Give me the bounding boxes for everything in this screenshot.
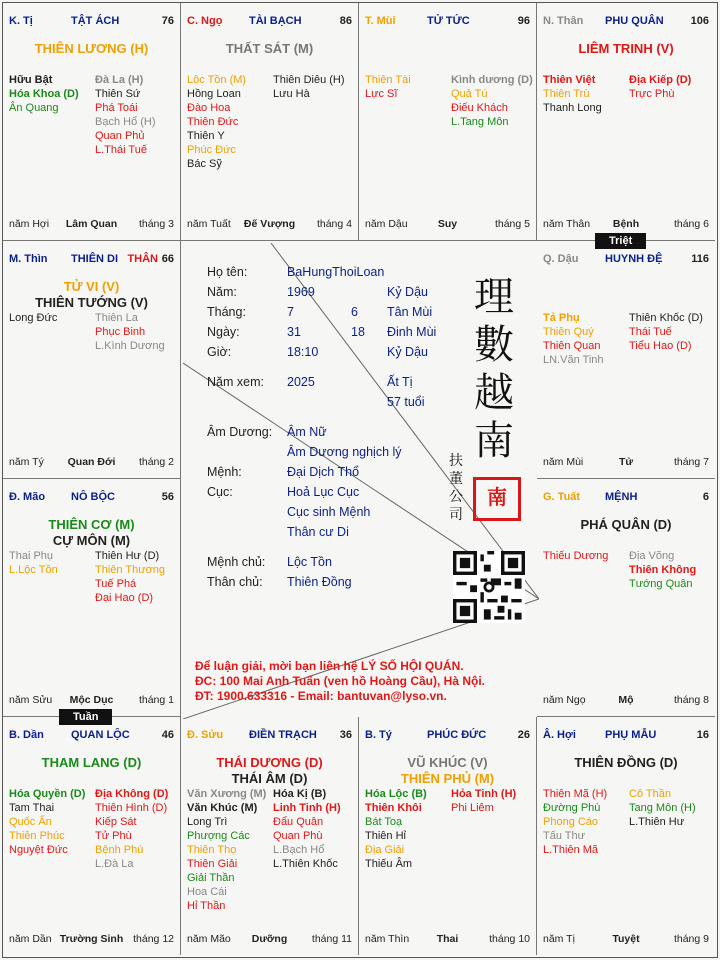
palace-can-chi: M. Thìn — [9, 253, 48, 265]
star-item: Thiên Phúc — [9, 830, 65, 842]
palace-name: PHÚC ĐỨC — [427, 729, 487, 741]
star-item: Nguyệt Đức — [9, 844, 68, 856]
label-nam-xem: Năm xem: — [207, 375, 264, 389]
star-item: Điếu Khách — [451, 102, 508, 114]
star-item: Địa Võng — [629, 550, 675, 562]
star-item: Đường Phù — [543, 802, 601, 814]
star-item: Đẩu Quân — [273, 816, 324, 828]
left-stars — [543, 73, 602, 115]
star-item: Tang Môn (H) — [629, 802, 696, 814]
palace-header — [9, 729, 174, 745]
main-star: TỬ VI (V) — [63, 279, 120, 294]
tuan-marker: Tuần — [59, 709, 112, 725]
main-star: THẤT SÁT (M) — [225, 41, 314, 56]
star-item: Tiểu Hao (D) — [629, 340, 692, 352]
palace-cell[interactable] — [537, 717, 715, 955]
star-item: Địa Không (D) — [95, 788, 169, 800]
footer-month: tháng 7 — [673, 456, 709, 468]
footer-month: tháng 11 — [311, 933, 352, 945]
label-ho-ten: Họ tên: — [207, 265, 248, 279]
brand-sub: 扶董公司 — [449, 452, 463, 522]
star-item: Phúc Đức — [187, 144, 236, 156]
palace-name: TÀI BẠCH — [249, 15, 302, 27]
star-item: Thiên Khôi — [365, 802, 422, 814]
star-item: Bạch Hổ (H) — [95, 116, 156, 128]
footer-month: tháng 2 — [138, 456, 174, 468]
star-item: Thanh Long — [543, 102, 602, 114]
star-item: Kiếp Sát — [95, 816, 137, 828]
star-item: Đào Hoa — [187, 102, 231, 114]
value-menh: Đại Dịch Thổ — [287, 465, 360, 479]
footer-stage: Lâm Quan — [65, 218, 118, 230]
left-stars — [9, 311, 57, 325]
value-than-chu: Thiên Đồng — [287, 575, 352, 589]
main-star: THIÊN LƯƠNG (H) — [34, 41, 149, 56]
main-star: THÁI ÂM (D) — [231, 771, 308, 786]
palace-header — [543, 491, 709, 507]
value-ngay-can-chi: Đinh Mùi — [387, 325, 437, 339]
right-stars — [95, 73, 156, 157]
palace-name: HUYNH ĐỆ — [605, 253, 663, 265]
value-gio-can-chi: Kỷ Dậu — [387, 345, 428, 359]
footer-year: năm Sửu — [9, 694, 53, 706]
star-item: Giải Thần — [187, 872, 235, 884]
star-item: Thiên Giải — [187, 858, 238, 870]
value-cuc: Hoả Lục Cục — [287, 485, 360, 499]
contact-line-2: ĐC: 100 Mai Anh Tuấn (ven hồ Hoàng Cầu), Hà Nội. — [195, 674, 486, 688]
value-nam-can-chi: Kỷ Dậu — [387, 285, 428, 299]
main-star: CỰ MÔN (M) — [52, 533, 131, 548]
qr-code-icon[interactable] — [453, 551, 525, 623]
star-item: Tam Thai — [9, 802, 55, 814]
star-item: Cô Thần — [629, 788, 671, 800]
star-item: L.Bạch Hổ — [273, 844, 325, 856]
palace-cell[interactable] — [359, 3, 537, 241]
right-stars — [95, 311, 165, 353]
star-item: Phá Toái — [95, 102, 138, 114]
star-item: Thiên Hình (D) — [95, 802, 168, 814]
palace-name: PHU QUÂN — [605, 15, 664, 27]
footer-stage: Dưỡng — [251, 933, 288, 945]
footer-year: năm Hợi — [9, 218, 50, 230]
footer-stage: Trường Sinh — [59, 933, 124, 945]
star-item: Địa Giải — [365, 844, 405, 856]
star-item: Thiên Diêu (H) — [273, 74, 345, 86]
footer-stage: Tử — [618, 456, 634, 468]
palace-can-chi: K. Tị — [9, 15, 33, 27]
palace-number: 106 — [690, 15, 709, 27]
star-item: Thiên Đức — [187, 116, 239, 128]
palace-cell[interactable] — [3, 479, 181, 717]
footer-stage: Quan Đới — [67, 456, 116, 468]
palace-header — [543, 729, 709, 745]
palace-number: 6 — [702, 491, 709, 503]
star-item: Thiên Mã (H) — [543, 788, 608, 800]
left-stars — [9, 73, 79, 115]
right-stars — [95, 787, 168, 871]
palace-header — [9, 491, 174, 507]
palace-name: THIÊN DI — [71, 253, 119, 265]
right-stars — [629, 787, 696, 829]
star-item: Hóa Lộc (B) — [365, 788, 427, 800]
palace-can-chi: Đ. Mão — [9, 491, 46, 503]
palace-cell[interactable] — [181, 717, 359, 955]
footer-year: năm Dậu — [365, 218, 408, 230]
star-item: Thiên Hỉ — [365, 830, 406, 842]
footer-stage: Đế Vượng — [243, 218, 296, 230]
star-item: Văn Khúc (M) — [187, 802, 258, 814]
star-item: L.Đà La — [95, 858, 134, 870]
palace-cell[interactable] — [181, 3, 359, 241]
left-stars — [543, 549, 608, 563]
footer-stage: Tuyệt — [612, 933, 640, 945]
star-item: Đại Hao (D) — [95, 592, 154, 604]
palace-cell[interactable] — [359, 717, 537, 955]
star-item: Thiên Tài — [365, 74, 411, 86]
label-thang: Tháng: — [207, 305, 246, 319]
star-item: Lộc Tồn (M) — [187, 74, 247, 86]
palace-header — [9, 15, 174, 31]
star-item: Ân Quang — [9, 102, 59, 114]
star-item: Thiên Quý — [543, 326, 594, 338]
label-am-duong: Âm Dương: — [207, 425, 273, 439]
palace-cell[interactable] — [3, 717, 181, 955]
palace-can-chi: T. Mùi — [365, 15, 396, 27]
footer-stage: Suy — [437, 218, 458, 230]
palace-footer — [187, 933, 352, 947]
footer-stage: Mộc Dục — [69, 694, 114, 706]
palace-cell[interactable] — [537, 479, 715, 717]
footer-month: tháng 6 — [673, 218, 709, 230]
star-item: Thiếu Âm — [365, 858, 413, 870]
value-am-duong: Âm Nữ — [287, 425, 327, 439]
value-tuoi: 57 tuổi — [387, 395, 425, 409]
right-stars — [451, 787, 516, 815]
star-item: Hoa Cái — [187, 886, 227, 898]
palace-footer — [9, 456, 174, 470]
star-item: Thiên Trù — [543, 88, 590, 100]
center-info-panel — [183, 243, 539, 719]
footer-year: năm Ngọ — [543, 694, 586, 706]
red-seal: 南 — [473, 477, 521, 521]
palace-footer — [543, 933, 709, 947]
star-item: Tử Phù — [95, 830, 132, 842]
right-stars — [273, 73, 345, 101]
star-item: Thiên Thọ — [187, 844, 237, 856]
triet-marker: Triệt — [595, 233, 646, 249]
star-item: Hồng Loan — [187, 88, 241, 100]
star-item: Thiên Hư (D) — [95, 550, 160, 562]
star-item: Long Trì — [187, 816, 228, 828]
left-stars — [365, 73, 411, 101]
star-item: Lưu Hà — [273, 88, 310, 100]
left-stars — [9, 787, 85, 857]
footer-month: tháng 1 — [138, 694, 174, 706]
star-item: Thiên Y — [187, 130, 225, 142]
palace-footer — [9, 933, 174, 947]
footer-month: tháng 4 — [316, 218, 352, 230]
main-star: THIÊN PHỦ (M) — [400, 771, 495, 786]
star-item: Phong Cáo — [543, 816, 599, 828]
palace-number: 16 — [696, 729, 709, 741]
star-item: Thái Tuế — [629, 326, 672, 338]
star-item: Thiên Việt — [543, 74, 596, 86]
star-item: Bệnh Phù — [95, 844, 144, 856]
star-item: Hỉ Thần — [187, 900, 226, 912]
contact-line-1: Để luận giải, mời bạn liên hệ LÝ SỐ HỘI QUÁN. — [195, 659, 464, 673]
palace-number: 26 — [517, 729, 530, 741]
footer-year: năm Tị — [543, 933, 575, 945]
star-item: Quan Phù — [273, 830, 323, 842]
star-item: Hóa Quyền (D) — [9, 788, 86, 800]
palace-header — [187, 15, 352, 31]
star-item: Quốc Ấn — [9, 816, 52, 828]
star-item: Thiếu Dương — [543, 550, 609, 562]
footer-month: tháng 10 — [489, 933, 530, 945]
palace-header — [9, 253, 174, 269]
palace-name: QUAN LỘC — [71, 729, 130, 741]
label-ngay: Ngày: — [207, 325, 240, 339]
palace-can-chi: B. Dần — [9, 729, 44, 741]
star-item: L.Lộc Tồn — [9, 564, 58, 576]
star-item: L.Thiên Mã — [543, 844, 599, 856]
star-item: Tả Phụ — [543, 312, 580, 324]
label-than-chu: Thân chủ: — [207, 575, 263, 589]
left-stars — [187, 73, 246, 171]
star-item: Địa Kiếp (D) — [629, 74, 692, 86]
footer-year: năm Tuất — [187, 218, 231, 230]
palace-cell[interactable] — [3, 3, 181, 241]
star-item: Thiên Sứ — [95, 88, 141, 100]
star-item: Đà La (H) — [95, 74, 144, 86]
star-item: Phục Binh — [95, 326, 146, 338]
footer-month: tháng 8 — [673, 694, 709, 706]
label-nam: Năm: — [207, 285, 237, 299]
palace-can-chi: C. Ngọ — [187, 15, 223, 27]
footer-year: năm Tý — [9, 456, 44, 468]
palace-cell[interactable] — [3, 241, 181, 479]
palace-number: 76 — [161, 15, 174, 27]
palace-number: 56 — [161, 491, 174, 503]
star-item: Thiên Khốc (D) — [629, 312, 703, 324]
palace-footer — [365, 933, 530, 947]
palace-cell[interactable] — [537, 3, 715, 241]
value-menh-chu: Lộc Tồn — [287, 555, 332, 569]
right-stars — [629, 549, 696, 591]
palace-number: 86 — [339, 15, 352, 27]
star-item: Phượng Các — [187, 830, 250, 842]
star-item: Bác Sỹ — [187, 158, 222, 170]
palace-name: TẬT ÁCH — [71, 15, 120, 27]
star-item: L.Thiên Khốc — [273, 858, 338, 870]
palace-header — [365, 729, 530, 745]
palace-header — [365, 15, 530, 31]
palace-can-chi: G. Tuất — [543, 491, 581, 503]
value-ho-ten: BaHungThoiLoan — [287, 265, 385, 279]
main-star: THIÊN TƯỚNG (V) — [35, 295, 148, 310]
value-thang-am: 6 — [351, 305, 358, 319]
main-star: LIÊM TRINH (V) — [578, 41, 674, 56]
footer-year: năm Thân — [543, 218, 591, 230]
value-nam-xem: 2025 — [287, 375, 315, 389]
footer-year: năm Thìn — [365, 933, 410, 945]
palace-name: MỆNH — [605, 491, 638, 503]
palace-number: 96 — [517, 15, 530, 27]
star-item: L.Kình Dương — [95, 340, 165, 352]
palace-number: 116 — [691, 253, 709, 265]
palace-number: 46 — [161, 729, 174, 741]
star-item: Linh Tinh (H) — [273, 802, 341, 814]
star-item: Tướng Quân — [629, 578, 693, 590]
palace-footer — [187, 218, 352, 232]
palace-footer — [543, 694, 709, 708]
footer-month: tháng 3 — [138, 218, 174, 230]
footer-year: năm Mùi — [543, 456, 584, 468]
main-star: THIÊN CƠ (M) — [48, 517, 135, 532]
palace-footer — [543, 456, 709, 470]
right-stars — [451, 73, 533, 129]
value-am-duong-2: Âm Dương nghịch lý — [287, 445, 402, 459]
brand-logo: 理數越南 — [474, 274, 514, 464]
palace-can-chi: Q. Dậu — [543, 253, 579, 265]
value-gio: 18:10 — [287, 345, 319, 359]
left-stars — [9, 549, 58, 577]
right-stars — [95, 549, 165, 605]
star-item: L.Tang Môn — [451, 116, 509, 128]
palace-footer — [543, 218, 709, 232]
footer-month: tháng 12 — [133, 933, 174, 945]
footer-year: năm Dần — [9, 933, 52, 945]
star-item: Thai Phụ — [9, 550, 54, 562]
palace-name: NÔ BỘC — [71, 491, 115, 503]
palace-can-chi: B. Tý — [365, 729, 392, 741]
footer-month: tháng 5 — [494, 218, 530, 230]
star-item: Trực Phù — [629, 88, 675, 100]
star-item: Thiên La — [95, 312, 138, 324]
main-star: VŨ KHÚC (V) — [407, 755, 488, 770]
palace-can-chi: Đ. Sửu — [187, 729, 224, 741]
value-ngay-am: 18 — [351, 325, 365, 339]
than-marker: THÂN — [127, 253, 158, 265]
label-menh-chu: Mệnh chủ: — [207, 555, 266, 569]
star-item: Văn Xương (M) — [187, 788, 267, 800]
star-item: Tấu Thư — [543, 830, 586, 842]
star-item: Lực Sĩ — [365, 88, 398, 100]
star-item: Kình dương (D) — [451, 74, 533, 86]
palace-number: 66 — [161, 253, 174, 265]
star-item: LN.Văn Tinh — [543, 354, 604, 366]
footer-month: tháng 9 — [673, 933, 709, 945]
right-stars — [629, 311, 703, 353]
star-item: Hóa Kị (B) — [273, 788, 327, 800]
palace-header — [543, 15, 709, 31]
palace-cell[interactable] — [537, 241, 715, 479]
value-ngay: 31 — [287, 325, 301, 339]
right-stars — [629, 73, 691, 101]
star-item: Hữu Bật — [9, 74, 53, 86]
label-cuc: Cục: — [207, 485, 233, 499]
label-menh: Mệnh: — [207, 465, 242, 479]
star-item: Thiên Quan — [543, 340, 601, 352]
left-stars — [543, 787, 607, 857]
star-item: L.Thái Tuế — [95, 144, 147, 156]
left-stars — [187, 787, 266, 913]
star-item: Hỏa Tinh (H) — [451, 788, 517, 800]
label-gio: Giờ: — [207, 345, 232, 359]
contact-info — [195, 659, 485, 704]
main-star: THIÊN ĐỒNG (D) — [574, 755, 678, 770]
main-star: THÁI DƯƠNG (D) — [216, 755, 323, 770]
footer-stage: Thai — [436, 933, 459, 945]
value-cuc-3: Thân cư Di — [287, 525, 349, 539]
palace-footer — [365, 218, 530, 232]
palace-can-chi: Â. Hợi — [543, 729, 576, 741]
palace-name: ĐIỀN TRẠCH — [249, 729, 317, 741]
footer-stage: Mộ — [618, 694, 634, 706]
palace-footer — [9, 694, 174, 708]
star-item: Phi Liêm — [451, 802, 494, 814]
star-item: Bát Toạ — [365, 816, 403, 828]
horoscope-chart — [2, 2, 718, 958]
star-item: Thiên Thương — [95, 564, 166, 576]
star-item: Long Đức — [9, 312, 58, 324]
star-item: Hóa Khoa (D) — [9, 88, 79, 100]
palace-can-chi: N. Thân — [543, 15, 584, 27]
palace-name: TỬ TỨC — [427, 15, 470, 27]
value-nam-xem-can-chi: Ất Tị — [387, 375, 413, 389]
footer-year: năm Mão — [187, 933, 231, 945]
right-stars — [273, 787, 341, 871]
palace-footer — [9, 218, 174, 232]
value-thang: 7 — [287, 305, 294, 319]
palace-header — [543, 253, 709, 269]
star-item: Tuế Phá — [95, 578, 137, 590]
star-item: L.Thiên Hư — [629, 816, 685, 828]
value-thang-can-chi: Tân Mùi — [387, 305, 433, 319]
main-star: THAM LANG (D) — [41, 755, 142, 770]
footer-stage: Bệnh — [612, 218, 640, 230]
value-nam: 1969 — [287, 285, 315, 299]
left-stars — [365, 787, 427, 871]
palace-name: PHỤ MẪU — [605, 729, 657, 741]
palace-number: 36 — [339, 729, 352, 741]
star-item: Quan Phủ — [95, 130, 145, 142]
contact-line-3: ĐT: 1900.633316 - Email: bantuvan@lyso.vn. — [195, 689, 447, 703]
main-star: PHÁ QUÂN (D) — [580, 517, 672, 532]
value-cuc-2: Cục sinh Mệnh — [287, 505, 371, 519]
star-item: Thiên Không — [629, 564, 697, 576]
left-stars — [543, 311, 604, 367]
star-item: Quả Tú — [451, 88, 488, 100]
palace-header — [187, 729, 352, 745]
